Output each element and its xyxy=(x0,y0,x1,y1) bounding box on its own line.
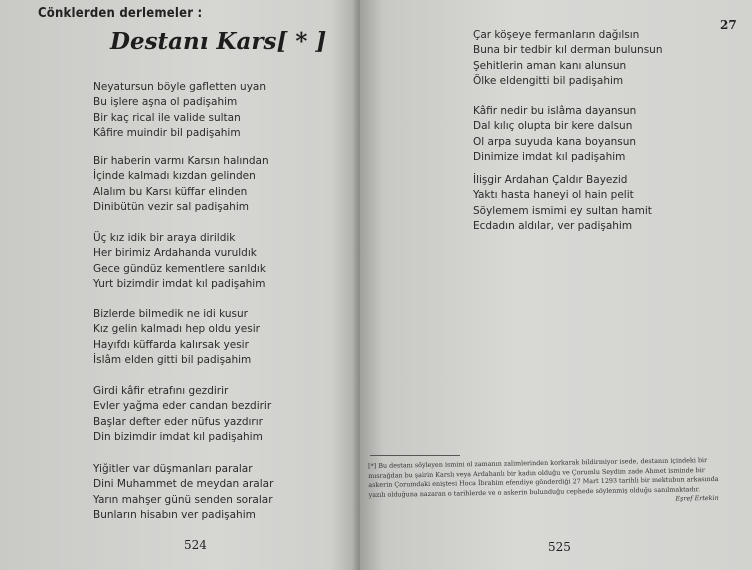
poem-line: Her birimiz Ardahanda vuruldık xyxy=(93,247,257,260)
poem-line: Dini Muhammet de meydan aralar xyxy=(93,478,274,491)
poem-title: Destanı Kars[ * ] xyxy=(110,28,327,55)
right-stanza-3 xyxy=(473,173,652,235)
left-stanza-5 xyxy=(93,384,271,446)
poem-line: Neyatursun böyle gafletten uyan xyxy=(93,81,267,93)
poem-line: Kâfire muindir bil padişahim xyxy=(93,127,241,140)
poem-line: Dinibütün vezir sal padişahim xyxy=(93,201,249,214)
poem-line: Ecdadın aldılar, ver padişahim xyxy=(473,220,633,233)
page-number-right: 525 xyxy=(548,540,571,554)
poem-line: Üç kız idik bir araya dirildik xyxy=(93,232,236,244)
poem-line: Şehitlerin aman kanı alunsun xyxy=(473,59,627,72)
poem-line: Yiğitler var düşmanları paralar xyxy=(93,463,253,475)
footnote-text: [*] Bu destanı söyleyen ismini ol zamanın zalimlerinden korkarak bildirmiyor isede, destanın içindeki bir mısrağdan bu şairin Karslı veya Ardahanlı bir kadın olduğu ve Çorumlu Seydim zade Ahmet isminde bir askerin Çorumdaki eniştesi Hoca İbrahim efendiye gönderdiği 27 Mart 1293 tarihli bir mektubun arkasında yazılı olduğuna nazaran o tarihlerde ve o askerin bulunduğu cephede söylenmiş olduğu sanılmaktadır. xyxy=(368,456,719,499)
right-stanza-2 xyxy=(473,104,636,166)
poem-line: Hayıfdı küffarda kalırsak yesir xyxy=(93,338,249,351)
poem-line: Dal kılıç olupta bir kere dalsun xyxy=(473,120,633,133)
right-stanza-1 xyxy=(473,28,663,90)
corner-number: 27 xyxy=(720,18,737,32)
poem-line: Din bizimdir imdat kıl padişahim xyxy=(93,431,263,444)
poem-line: İslâm elden gitti bil padişahim xyxy=(93,354,252,367)
footnote-signature: Eşref Ertekin xyxy=(675,494,719,504)
page-number-left: 524 xyxy=(184,538,207,552)
poem-line: Buna bir tedbir kıl derman bulunsun xyxy=(473,44,663,57)
footnote xyxy=(368,456,729,510)
poem-line: Gece gündüz kementlere sarıldık xyxy=(93,262,266,275)
section-heading: Cönklerden derlemeler : xyxy=(38,6,203,21)
poem-line: Ölke eldengitti bil padişahim xyxy=(473,75,624,88)
poem-line: İlişgir Ardahan Çaldır Bayezid xyxy=(473,174,628,186)
poem-line: Dinimize imdat kıl padişahim xyxy=(473,151,626,164)
poem-line: Bir kaç rical ile valide sultan xyxy=(93,111,241,124)
poem-line: Bu işlere aşna ol padişahim xyxy=(93,96,238,109)
poem-line: Kâfir nedir bu islâma dayansun xyxy=(473,105,637,117)
poem-line: Bizlerde bilmedik ne idi kusur xyxy=(93,308,248,320)
poem-line: Yarın mahşer günü senden soralar xyxy=(93,493,273,506)
poem-line: Söylemem ismimi ey sultan hamit xyxy=(473,204,652,217)
poem-line: Evler yağma eder candan bezdirir xyxy=(93,400,272,413)
poem-line: Başlar defter eder nüfus yazdırır xyxy=(93,415,263,428)
poem-line: Bunların hisabın ver padişahim xyxy=(93,509,256,522)
poem-line: Alalım bu Karsı küffar elinden xyxy=(93,185,248,198)
left-stanza-1 xyxy=(93,80,266,142)
poem-line: Yurt bizimdir imdat kıl padişahim xyxy=(93,278,266,291)
poem-line: Kız gelin kalmadı hep oldu yesir xyxy=(93,323,260,336)
poem-line: Yaktı hasta haneyi ol hain pelit xyxy=(473,189,634,202)
left-stanza-4 xyxy=(93,307,260,369)
left-stanza-2 xyxy=(93,154,269,216)
poem-line: Bir haberin varmı Karsın halından xyxy=(93,155,269,167)
left-page xyxy=(0,0,360,570)
poem-line: Çar köşeye fermanların dağılsın xyxy=(473,29,640,41)
left-stanza-6 xyxy=(93,462,273,524)
left-stanza-3 xyxy=(93,231,266,293)
footnote-rule xyxy=(370,455,460,456)
poem-line: İçinde kalmadı kızdan gelinden xyxy=(93,170,256,183)
poem-line: Girdi kâfir etrafını gezdirir xyxy=(93,385,229,397)
poem-line: Ol arpa suyuda kana boyansun xyxy=(473,135,637,148)
